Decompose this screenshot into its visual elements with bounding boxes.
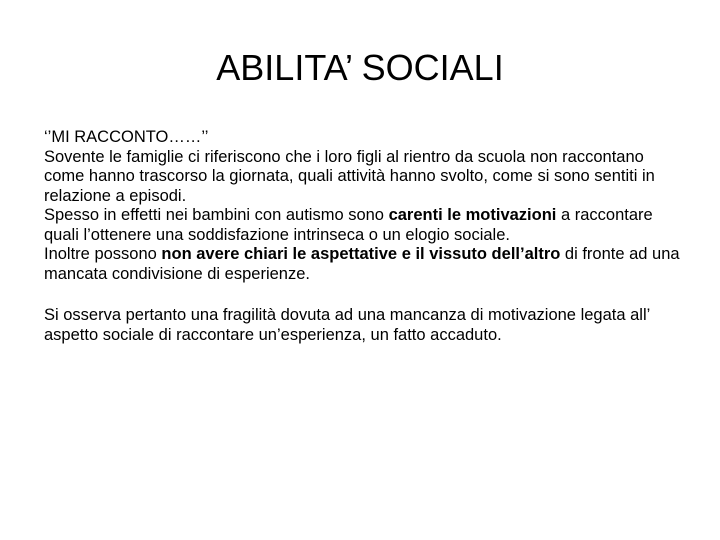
paragraph-motivation [44,206,686,245]
paragraph-expectations-text-start: Inoltre possono [44,245,162,263]
slide-title: ABILITA’ SOCIALI [216,47,504,88]
paragraph-motivation-text-end: a raccontare quali l’ottenere una soddisfazione intrinseca o un elogio sociale. [44,206,653,244]
emphasis-aspettative-vissuto: non avere chiari le aspettative e il vissuto dell’altro [161,245,561,263]
subheading: ‘’MI RACCONTO……’’ [44,128,209,146]
paragraph-expectations-text-end: di fronte ad una mancata condivisione di esperienze. [44,245,680,283]
paragraph-conclusion: Si osserva pertanto una fragilità dovuta ad una mancanza di motivazione legata all’ aspetto sociale di raccontare un’esperienza, un fatto accaduto. [44,306,650,344]
emphasis-carenti-motivazioni: carenti le motivazioni [388,206,557,224]
slide-body [44,128,686,345]
paragraph-expectations [44,245,686,284]
paragraph-motivation-text-start: Spesso in effetti nei bambini con autismo sono [44,206,389,224]
paragraph-families: Sovente le famiglie ci riferiscono che i loro figli al rientro da scuola non raccontano come hanno trascorso la giornata, quali attività hanno svolto, come si sono sentiti in relazione a episodi. [44,147,655,205]
